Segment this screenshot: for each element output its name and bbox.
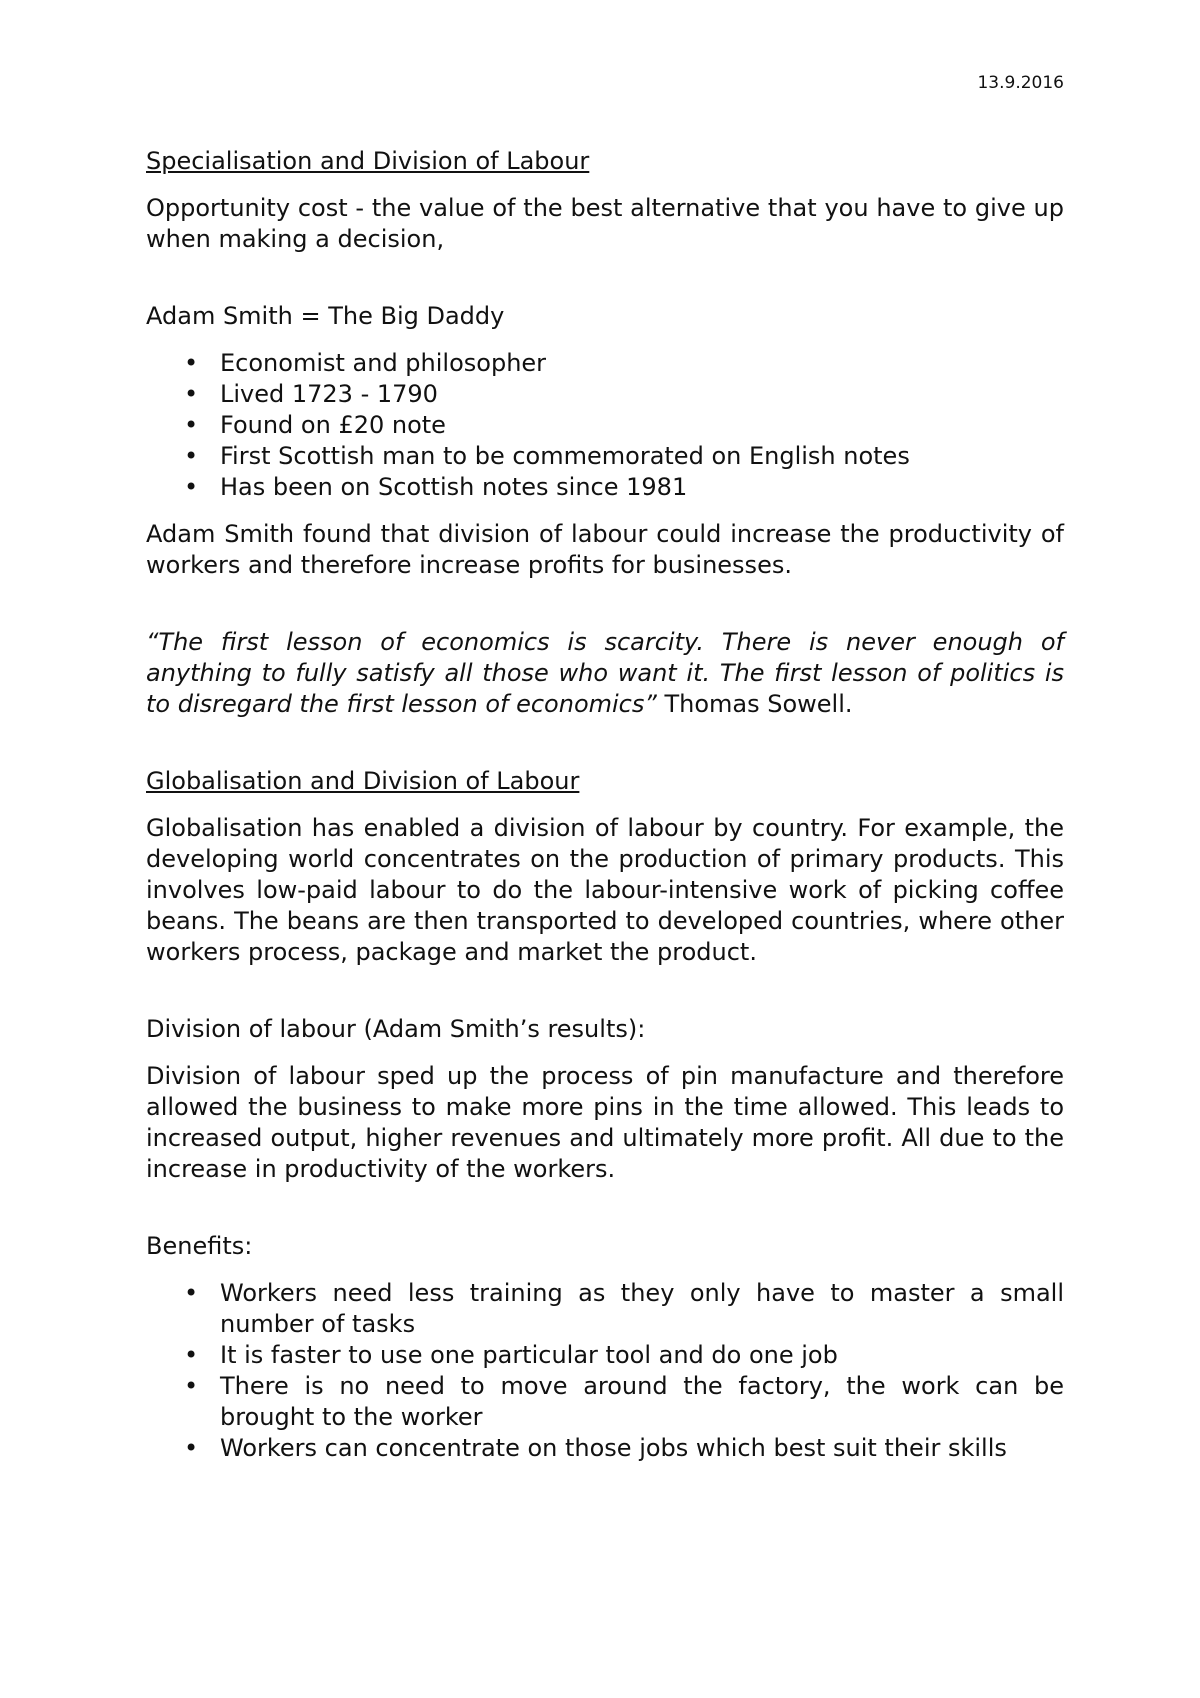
- benefits-heading: Benefits:: [146, 1232, 253, 1260]
- sowell-quote: [146, 627, 1064, 720]
- bullet-icon: •: [184, 380, 199, 408]
- list-item: • There is no need to move around the factory, the work can be brought to the worker: [184, 1372, 1064, 1431]
- bullet-icon: •: [184, 349, 199, 377]
- benefits-list: [146, 1278, 1064, 1464]
- list-item: • It is faster to use one particular tool and do one job: [184, 1341, 838, 1369]
- bullet-icon: •: [184, 442, 199, 470]
- list-item: • Found on £20 note: [184, 411, 446, 439]
- adam-smith-facts-list: [146, 348, 1064, 503]
- globalisation-paragraph: Globalisation has enabled a division of labour by country. For example, the developing world concentrates on the production of primary products. This involves low-paid labour to do the labour-intensive work of picking coffee beans. The beans are then transported to developed countries, where other workers process, package and market the product.: [146, 814, 1064, 966]
- bullet-icon: •: [184, 411, 199, 439]
- list-item: • Economist and philosopher: [184, 349, 547, 377]
- bullet-icon: •: [184, 473, 199, 501]
- bullet-icon: •: [184, 1434, 199, 1462]
- quote-author: Thomas Sowell.: [656, 690, 853, 718]
- section-heading-globalisation: Globalisation and Division of Labour: [146, 767, 580, 795]
- list-item: • Workers can concentrate on those jobs which best suit their skills: [184, 1434, 1007, 1462]
- opportunity-cost-definition: Opportunity cost - the value of the best alternative that you have to give up when making a decision,: [146, 194, 1064, 253]
- quote-text: “The first lesson of economics is scarcity. There is never enough of anything to fully satisfy all those who want it. The first lesson of politics is to disregard the first lesson of economics”: [146, 628, 1064, 718]
- bullet-icon: •: [184, 1341, 199, 1369]
- section-heading-results: Division of labour (Adam Smith’s results):: [146, 1015, 646, 1043]
- section-heading-specialisation: Specialisation and Division of Labour: [146, 147, 590, 175]
- bullet-icon: •: [184, 1279, 199, 1307]
- results-paragraph: Division of labour sped up the process of pin manufacture and therefore allowed the business to make more pins in the time allowed. This leads to increased output, higher revenues and ultimately more profit. All due to the increase in productivity of the workers.: [146, 1062, 1064, 1183]
- bullet-icon: •: [184, 1372, 199, 1400]
- list-item: • Lived 1723 - 1790: [184, 380, 438, 408]
- document-date: 13.9.2016: [977, 73, 1064, 93]
- adam-smith-finding: Adam Smith found that division of labour could increase the productivity of workers and therefore increase profits for businesses.: [146, 520, 1064, 579]
- list-item: • Workers need less training as they only have to master a small number of tasks: [184, 1279, 1064, 1338]
- list-item: • Has been on Scottish notes since 1981: [184, 473, 688, 501]
- document-content: [146, 72, 1064, 1480]
- list-item: • First Scottish man to be commemorated on English notes: [184, 442, 910, 470]
- adam-smith-title: Adam Smith = The Big Daddy: [146, 302, 505, 330]
